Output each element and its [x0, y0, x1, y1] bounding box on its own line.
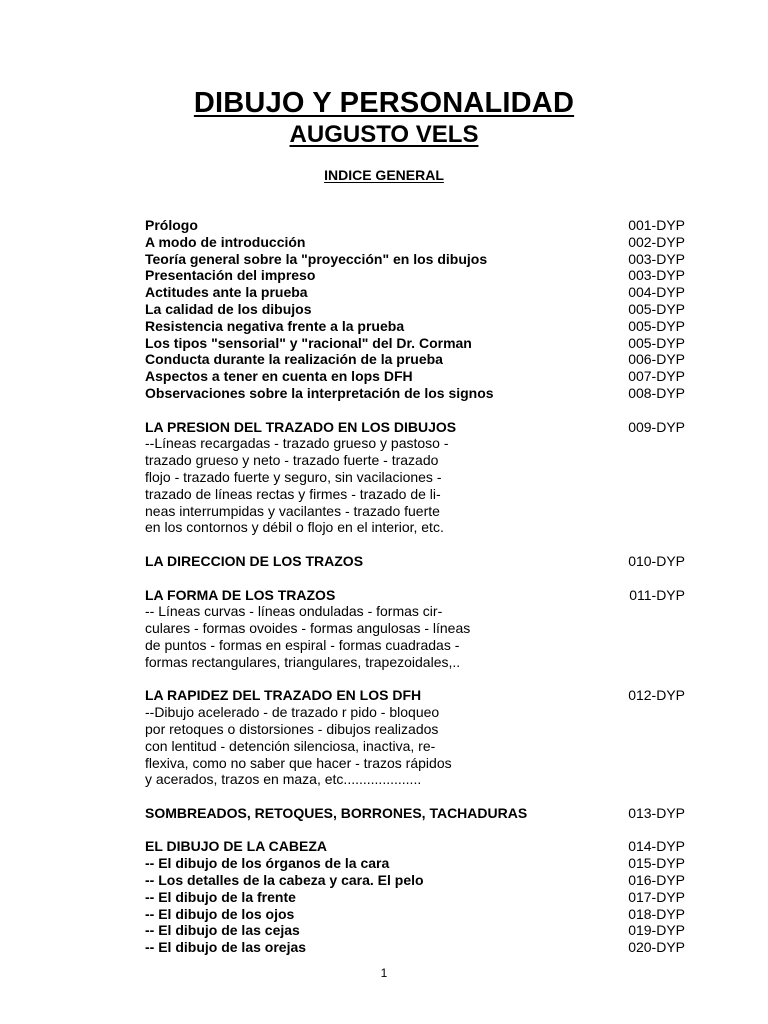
- toc-entry-page: [623, 738, 685, 755]
- toc-entry-page: 007-DYP: [628, 368, 685, 385]
- toc-entry-page: [623, 435, 685, 452]
- toc-entry: [145, 503, 685, 520]
- toc-entry-page: 020-DYP: [628, 939, 685, 956]
- toc-entry-label: LA PRESION DEL TRAZADO EN LOS DIBUJOS: [145, 418, 457, 435]
- toc-entry: [145, 939, 685, 956]
- toc-entry: [145, 217, 685, 234]
- toc-entry-label: SOMBREADOS, RETOQUES, BORRONES, TACHADURAS: [145, 804, 528, 821]
- toc-entry: [145, 922, 685, 939]
- toc-entry-page: 016-DYP: [628, 872, 685, 889]
- toc-entry-page: 009-DYP: [628, 418, 685, 435]
- toc-entry-page: 005-DYP: [628, 334, 685, 351]
- toc-entry-label: Prólogo: [145, 217, 198, 233]
- toc-entry-label: neas interrumpidas y vacilantes - trazado fuerte: [145, 502, 440, 519]
- toc-entry-page: 005-DYP: [628, 317, 685, 334]
- toc-entry: [145, 906, 685, 923]
- toc-entry: [145, 872, 685, 889]
- toc-entry: [145, 519, 685, 536]
- toc-entry-page: 003-DYP: [628, 267, 685, 284]
- toc-entry-page: 012-DYP: [628, 687, 685, 704]
- toc-entry-page: 003-DYP: [628, 250, 685, 267]
- toc-entry-label: -- Líneas curvas - líneas onduladas - formas cir-: [145, 603, 443, 620]
- toc-entry-page: 014-DYP: [628, 838, 685, 855]
- toc-entry-page: 013-DYP: [628, 804, 685, 821]
- toc-entry: [145, 368, 685, 385]
- toc-entry: [145, 419, 685, 436]
- toc-entry-label: flexiva, como no saber que hacer - trazos rápidos: [145, 754, 452, 771]
- toc-entry-label: y acerados, trazos en maza, etc....................: [145, 771, 422, 788]
- toc-entry: [145, 301, 685, 318]
- toc-entry-label: de puntos - formas en espiral - formas cuadradas -: [145, 636, 460, 653]
- toc-entry: [145, 385, 685, 402]
- toc-entry-label: Actitudes ante la prueba: [145, 284, 308, 301]
- document-title: DIBUJO Y PERSONALIDAD: [193, 87, 575, 119]
- toc-entry: [145, 435, 685, 452]
- toc-entry-page: [623, 620, 685, 637]
- toc-entry-label: Aspectos a tener en cuenta en lops DFH: [145, 368, 413, 385]
- toc-entry-label: -- El dibujo de las cejas: [145, 922, 300, 939]
- toc-entry: [145, 553, 685, 570]
- toc-entry-label: Resistencia negativa frente a la prueba: [145, 317, 405, 334]
- toc-entry-page: 018-DYP: [628, 905, 685, 922]
- toc-entry-page: 005-DYP: [628, 300, 685, 317]
- toc-spacer: [145, 788, 685, 805]
- toc-entry-page: [623, 503, 685, 520]
- toc-entry-page: 006-DYP: [628, 351, 685, 368]
- toc-entry: [145, 469, 685, 486]
- toc-entry-label: EL DIBUJO DE LA CABEZA: [145, 838, 328, 855]
- toc-entry-page: [623, 755, 685, 772]
- toc-entry: [145, 486, 685, 503]
- toc-entry-page: 019-DYP: [628, 922, 685, 939]
- toc-entry-label: con lentitud - detención silenciosa, inactiva, re-: [145, 737, 436, 754]
- toc-spacer: [145, 402, 685, 419]
- toc-entry: [145, 704, 685, 721]
- toc-entry-label: --Dibujo acelerado - de trazado r pido - bloqueo: [145, 704, 440, 721]
- toc-entry-page: 017-DYP: [628, 888, 685, 905]
- toc-entry: [145, 721, 685, 738]
- toc-entry-label: Los tipos "sensorial" y "racional" del Dr. Corman: [145, 334, 472, 351]
- toc-entry-label: -- El dibujo de los órganos de la cara: [145, 855, 390, 872]
- toc-entry-page: 010-DYP: [628, 552, 685, 569]
- toc-entry: [145, 771, 685, 788]
- toc-entry: [145, 351, 685, 368]
- toc-entry: [145, 620, 685, 637]
- toc-entry-label: -- El dibujo de las orejas: [145, 939, 307, 956]
- toc-entry: [145, 687, 685, 704]
- toc-entry-page: [623, 704, 685, 721]
- toc-entry-page: [623, 721, 685, 738]
- document-author: AUGUSTO VELS: [289, 121, 479, 148]
- index-heading: INDICE GENERAL: [324, 167, 444, 183]
- toc-entry-label: -- Los detalles de la cabeza y cara. El pelo: [145, 872, 424, 889]
- toc-spacer: [145, 822, 685, 839]
- toc-entry: [145, 805, 685, 822]
- toc-entry-label: formas rectangulares, triangulares, trapezoidales,..: [145, 653, 461, 670]
- toc-entry-page: 015-DYP: [628, 855, 685, 872]
- toc-entry-label: Teoría general sobre la "proyección" en los dibujos: [145, 250, 488, 267]
- toc-entry-label: --Líneas recargadas - trazado grueso y pastoso -: [145, 435, 449, 452]
- toc-entry: [145, 654, 685, 671]
- toc-entry: [145, 452, 685, 469]
- toc-entry-page: 011-DYP: [629, 586, 685, 603]
- toc-entry-page: [623, 771, 685, 788]
- toc-entry-page: 001-DYP: [628, 217, 685, 233]
- toc-entry: [145, 889, 685, 906]
- toc-entry: [145, 234, 685, 251]
- toc-entry-label: trazado de líneas rectas y firmes - trazado de li-: [145, 485, 441, 502]
- toc-entry: [145, 335, 685, 352]
- toc-entry-page: [623, 637, 685, 654]
- toc-entry: [145, 738, 685, 755]
- toc-entry: [145, 251, 685, 268]
- toc-entry-page: [623, 603, 685, 620]
- toc-entry-label: Conducta durante la realización de la prueba: [145, 351, 443, 368]
- toc-entry-label: culares - formas ovoides - formas angulosas - líneas: [145, 620, 471, 637]
- toc-entry-label: LA RAPIDEZ DEL TRAZADO EN LOS DFH: [145, 687, 422, 704]
- toc-spacer: [145, 570, 685, 587]
- toc-entry-page: [623, 469, 685, 486]
- toc-entry-label: LA FORMA DE LOS TRAZOS: [145, 586, 336, 603]
- toc-entry-label: flojo - trazado fuerte y seguro, sin vacilaciones -: [145, 468, 442, 485]
- toc-entry-label: Presentación del impreso: [145, 267, 316, 284]
- toc-entry-label: LA DIRECCION DE LOS TRAZOS: [145, 552, 364, 569]
- toc-entry: [145, 318, 685, 335]
- toc-entry-page: [623, 654, 685, 671]
- toc-entry-label: La calidad de los dibujos: [145, 300, 312, 317]
- toc-entry: [145, 855, 685, 872]
- toc-entry-page: [623, 519, 685, 536]
- toc-entry-page: 004-DYP: [628, 284, 685, 301]
- toc-entry: [145, 637, 685, 654]
- toc-entry-label: en los contornos y débil o flojo en el interior, etc.: [145, 519, 444, 536]
- toc-spacer: [145, 536, 685, 553]
- toc-entry-label: -- El dibujo de la frente: [145, 888, 296, 905]
- page-number: 1: [380, 966, 388, 980]
- toc-entry-page: [623, 452, 685, 469]
- toc-entry: [145, 587, 685, 604]
- toc-entry-label: trazado grueso y neto - trazado fuerte - trazado: [145, 452, 439, 469]
- toc-entry: [145, 838, 685, 855]
- toc-entry: [145, 284, 685, 301]
- toc-entry-label: por retoques o distorsiones - dibujos realizados: [145, 720, 439, 737]
- table-of-contents: [145, 217, 685, 956]
- toc-entry: [145, 755, 685, 772]
- toc-entry: [145, 267, 685, 284]
- toc-entry-label: Observaciones sobre la interpretación de los signos: [145, 384, 494, 401]
- toc-entry: [145, 603, 685, 620]
- toc-entry-label: -- El dibujo de los ojos: [145, 905, 295, 922]
- toc-entry-page: 002-DYP: [628, 233, 685, 250]
- toc-entry-label: A modo de introducción: [145, 233, 306, 250]
- toc-spacer: [145, 671, 685, 688]
- toc-entry-page: [623, 486, 685, 503]
- toc-entry-page: 008-DYP: [628, 384, 685, 401]
